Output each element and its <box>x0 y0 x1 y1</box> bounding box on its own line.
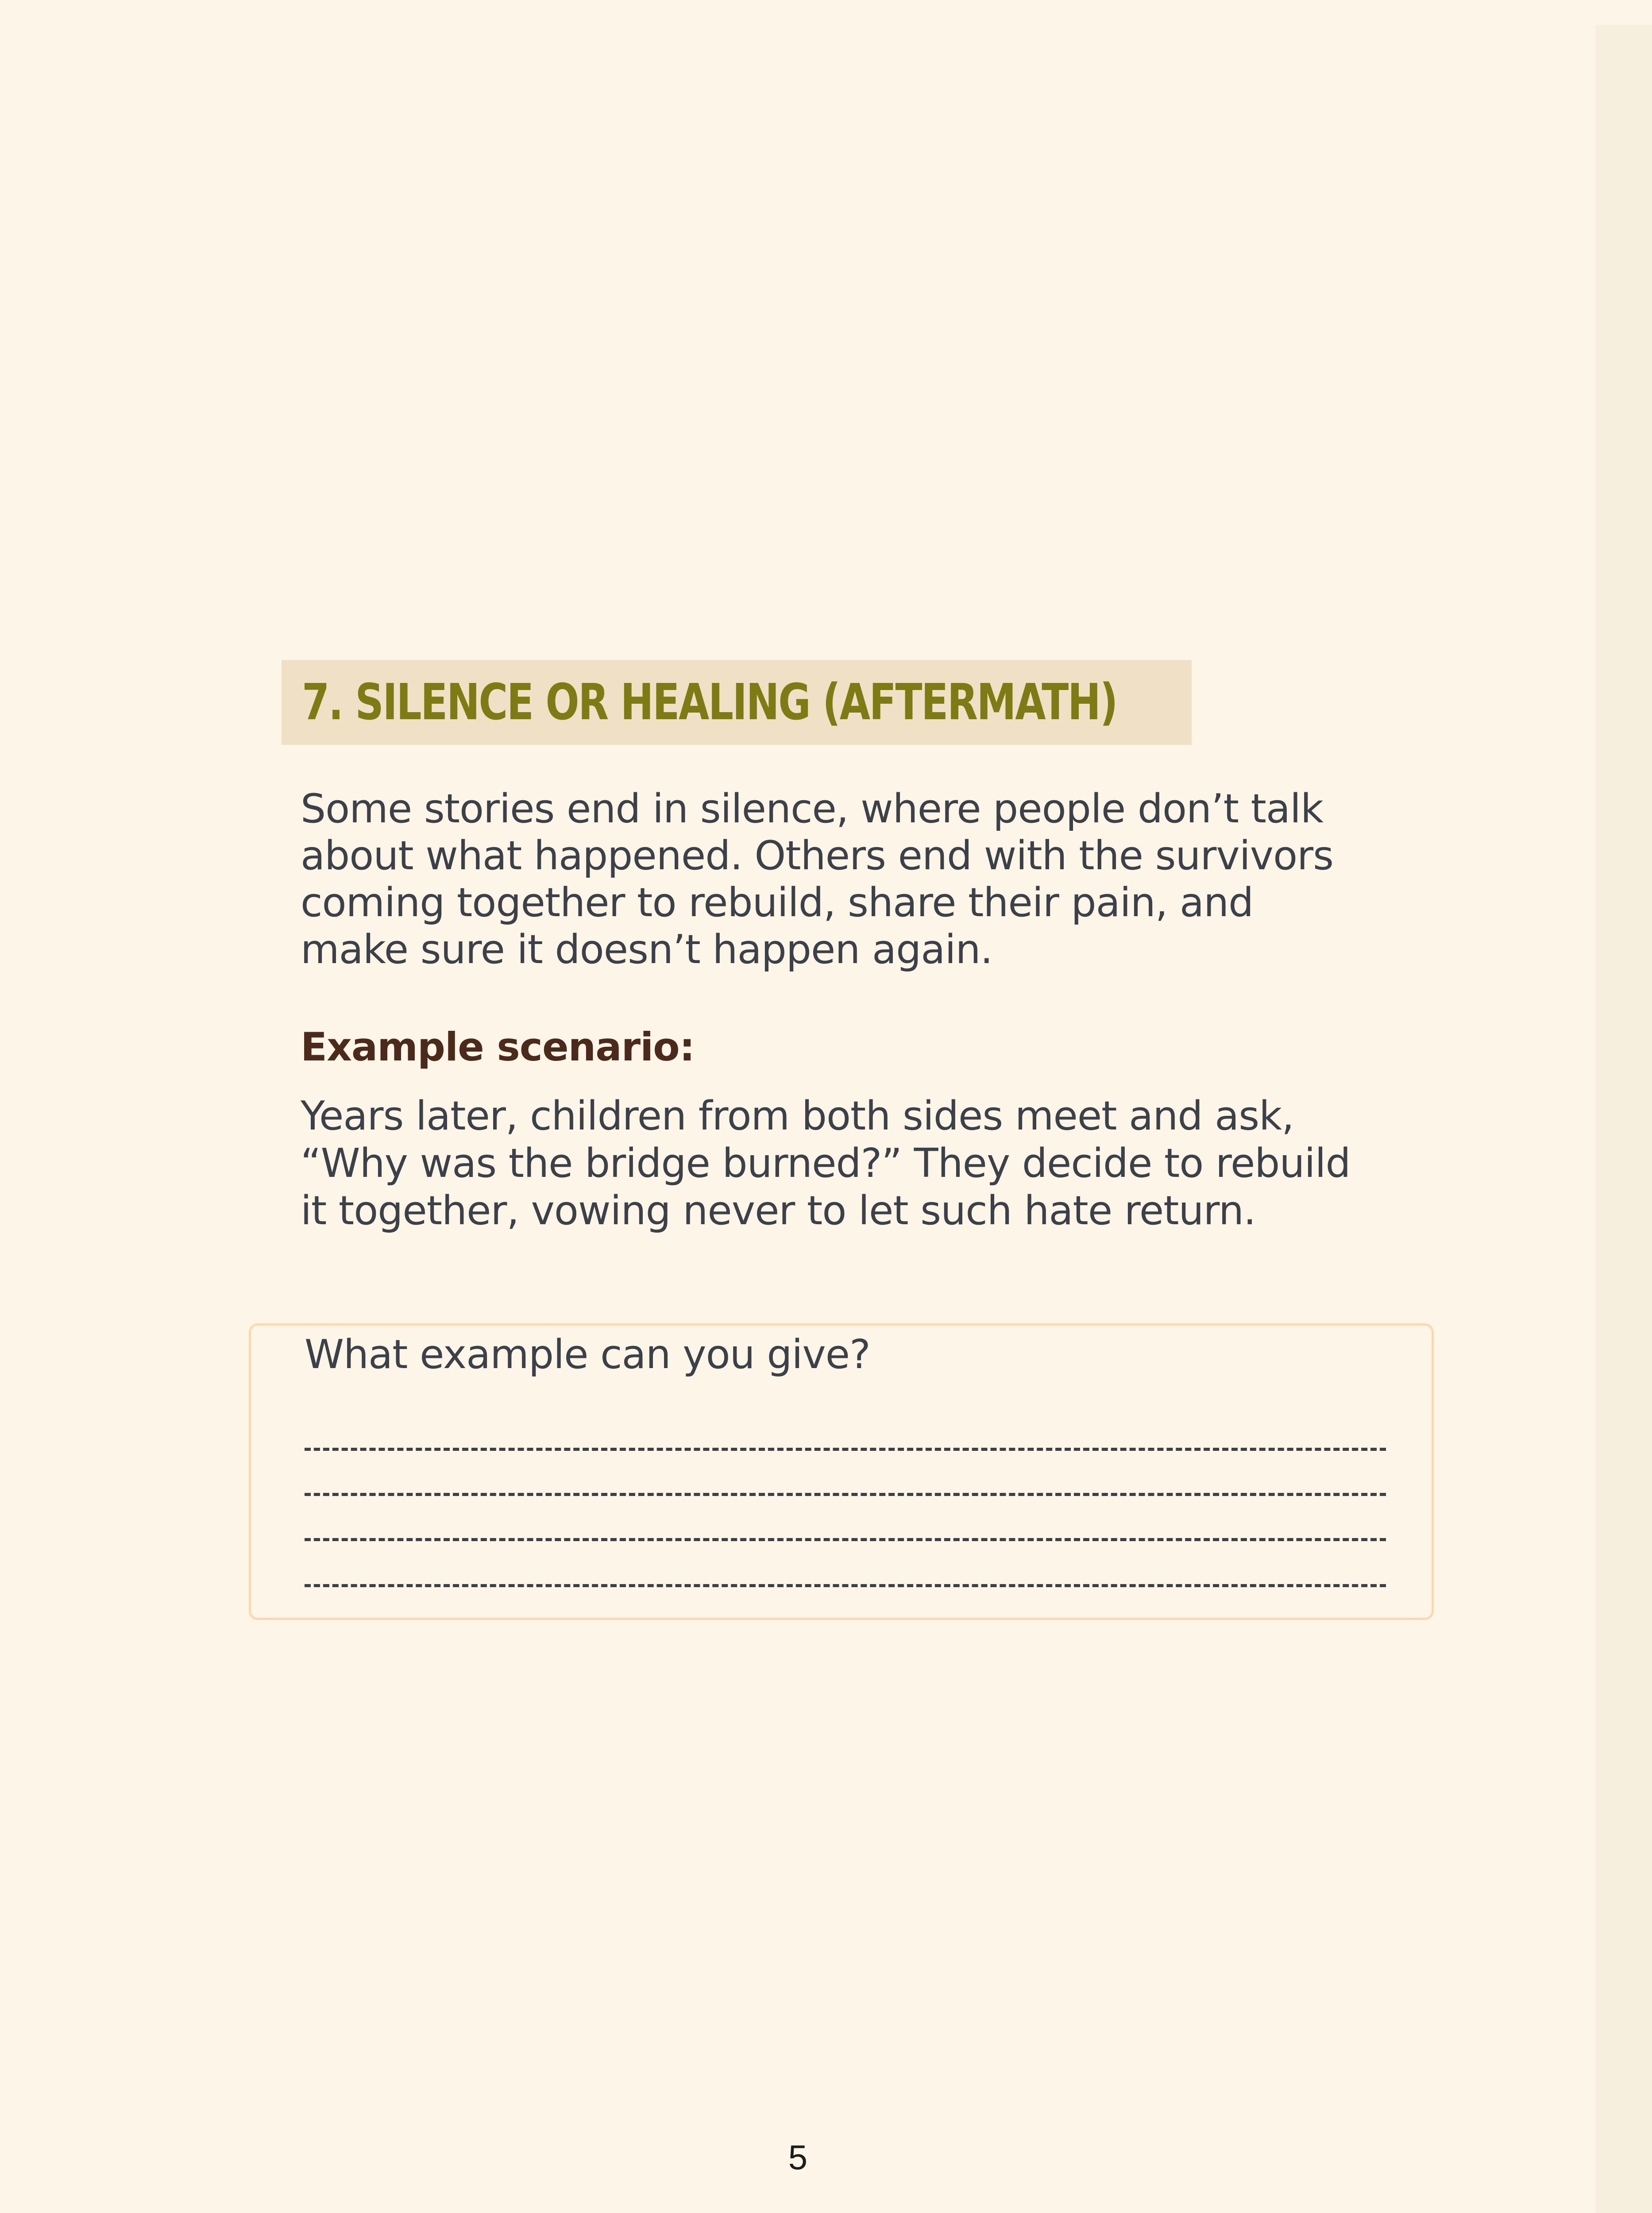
scenario-line: Years later, children from both sides meet and ask, <box>301 1093 1294 1139</box>
page-edge-strip <box>1596 25 1652 2213</box>
scenario-line: it together, vowing never to let such hate return. <box>301 1187 1256 1234</box>
section-header <box>282 660 1192 745</box>
intro-line: about what happened. Others end with the survivors <box>301 833 1334 879</box>
intro-line: coming together to rebuild, share their pain, and <box>301 879 1254 926</box>
section-title: 7. SILENCE OR HEALING (AFTERMATH) <box>302 674 1117 731</box>
scenario-paragraph <box>301 1092 1351 1234</box>
intro-line: Some stories end in silence, where people don’t talk <box>301 786 1324 832</box>
scenario-line: “Why was the bridge burned?” They decide to rebuild <box>301 1140 1351 1187</box>
page-number: 5 <box>788 2138 808 2177</box>
intro-paragraph <box>301 786 1363 973</box>
answer-line[interactable] <box>305 1584 1386 1587</box>
answer-prompt: What example can you give? <box>305 1331 870 1378</box>
answer-line[interactable] <box>305 1538 1386 1541</box>
answer-line[interactable] <box>305 1493 1386 1496</box>
intro-line: make sure it doesn’t happen again. <box>301 926 993 973</box>
answer-line[interactable] <box>305 1448 1386 1451</box>
scenario-label: Example scenario: <box>301 1024 695 1070</box>
answer-box <box>249 1323 1434 1620</box>
